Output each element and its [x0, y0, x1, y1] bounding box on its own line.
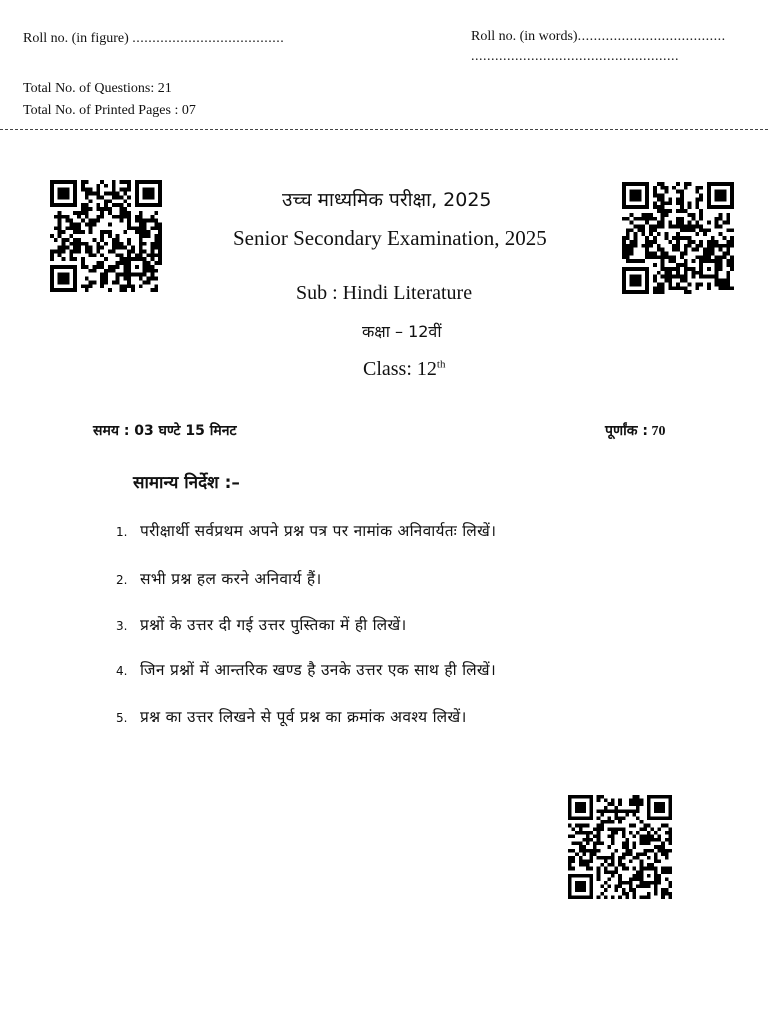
- roll-number-words: [471, 29, 726, 45]
- instruction-item: [116, 705, 467, 727]
- instruction-item: [116, 658, 496, 680]
- qr-code-icon: [619, 182, 737, 294]
- roll-words-label: Roll no. (in words): [471, 29, 578, 44]
- class-english-number: Class: 12: [363, 358, 437, 380]
- total-questions: Total No. of Questions: 21: [23, 81, 172, 96]
- roll-number-figure: [23, 31, 284, 47]
- class-english-suffix: th: [436, 358, 446, 371]
- instruction-number: 1.: [116, 525, 128, 539]
- class-english: [363, 358, 445, 381]
- instructions-heading: सामान्य निर्देश :–: [133, 473, 240, 493]
- instruction-number: 3.: [116, 619, 128, 633]
- instruction-text: परीक्षार्थी सर्वप्रथम अपने प्रश्न पत्र पर नामांक अनिवार्यतः लिखें।: [140, 522, 497, 540]
- subject: Sub : Hindi Literature: [296, 282, 473, 304]
- max-marks-label: पूर्णांक :: [605, 423, 648, 439]
- roll-figure-label: Roll no. (in figure): [23, 31, 129, 46]
- max-marks-value: 70: [651, 424, 666, 439]
- max-marks: [605, 421, 665, 440]
- instruction-number: 4.: [116, 664, 128, 678]
- instruction-text: जिन प्रश्नों में आन्तरिक खण्ड है उनके उत्तर एक साथ ही लिखें।: [140, 661, 497, 679]
- qr-code-icon: [565, 795, 675, 899]
- instruction-number: 5.: [116, 711, 128, 725]
- instruction-item: [116, 567, 322, 589]
- roll-words-blank-2: ....................................................: [471, 49, 679, 64]
- total-pages: Total No. of Printed Pages : 07: [23, 103, 196, 118]
- instruction-item: [116, 613, 407, 635]
- instruction-text: प्रश्न का उत्तर लिखने से पूर्व प्रश्न का क्रमांक अवश्य लिखें।: [140, 708, 467, 726]
- roll-figure-blank: ......................................: [132, 31, 285, 46]
- instruction-text: प्रश्नों के उत्तर दी गई उत्तर पुस्तिका में ही लिखें।: [140, 616, 407, 634]
- exam-title-english: Senior Secondary Examination, 2025: [233, 226, 547, 250]
- class-hindi: कक्षा – 12वीं: [362, 322, 442, 341]
- instruction-item: [116, 519, 496, 541]
- exam-title-hindi: उच्च माध्यमिक परीक्षा, 2025: [282, 189, 492, 211]
- exam-duration: समय : 03 घण्टे 15 मिनट: [93, 423, 237, 439]
- instruction-text: सभी प्रश्न हल करने अनिवार्य हैं।: [140, 570, 322, 588]
- instruction-number: 2.: [116, 573, 128, 587]
- separator-line: [0, 129, 768, 130]
- qr-code-icon: [47, 180, 165, 292]
- roll-words-blank-1: .....................................: [577, 29, 726, 44]
